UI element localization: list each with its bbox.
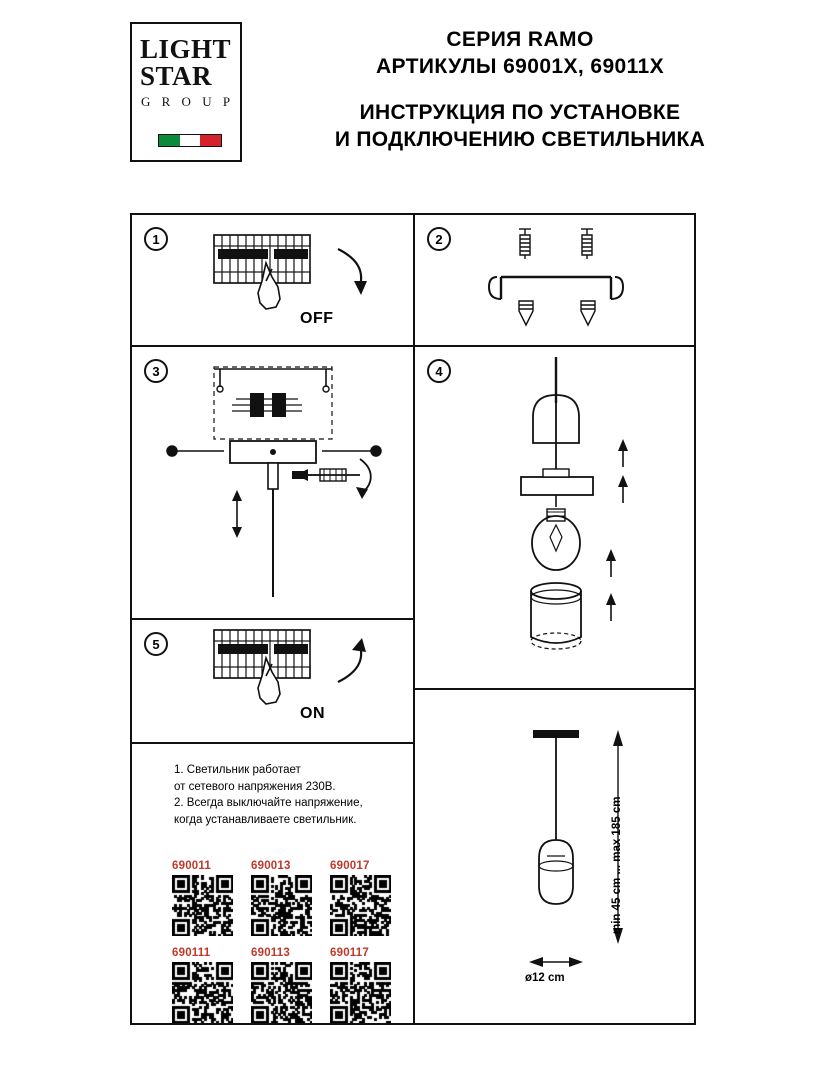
height-dimension-label: min 45 cm ... max 185 cm bbox=[611, 796, 623, 934]
qr-code-image[interactable] bbox=[251, 962, 312, 1023]
step-1-number: 1 bbox=[144, 227, 168, 251]
step-3-cell bbox=[132, 347, 415, 620]
logo-text-star: STAR bbox=[140, 61, 213, 91]
qr-item[interactable] bbox=[330, 947, 397, 1028]
step-5-label: ON bbox=[300, 705, 325, 722]
qr-code-label: 690113 bbox=[251, 947, 290, 959]
italian-flag-icon bbox=[158, 134, 222, 147]
step-5-illustration bbox=[132, 620, 415, 744]
qr-code-image[interactable] bbox=[330, 962, 391, 1023]
instruction-grid bbox=[130, 213, 696, 1025]
step-2-illustration bbox=[415, 215, 694, 347]
notes-and-qr-cell bbox=[132, 744, 415, 1023]
qr-code-label: 690013 bbox=[251, 860, 291, 872]
logo-text-group: G R O U P bbox=[141, 94, 235, 109]
step-3-illustration bbox=[132, 347, 415, 620]
qr-row-2 bbox=[172, 947, 397, 1028]
step-1-illustration bbox=[132, 215, 415, 347]
qr-item[interactable] bbox=[172, 947, 239, 1028]
note-line-1: 1. Светильник работает bbox=[174, 764, 301, 776]
logo-text-light: LIGHT bbox=[140, 34, 232, 64]
note-line-4: когда устанавливаете светильник. bbox=[174, 813, 357, 826]
step-1-cell bbox=[132, 215, 415, 347]
qr-code-image[interactable] bbox=[330, 875, 391, 936]
step-4-number: 4 bbox=[427, 359, 451, 383]
step-5-cell bbox=[132, 620, 415, 744]
dimensions-cell bbox=[415, 690, 694, 1023]
step-5-number: 5 bbox=[144, 632, 168, 656]
qr-item[interactable] bbox=[251, 860, 318, 941]
qr-item[interactable] bbox=[251, 947, 318, 1028]
page-header bbox=[0, 0, 826, 190]
diameter-dimension-label: ø12 cm bbox=[525, 972, 565, 984]
header-text-block bbox=[255, 26, 785, 153]
brand-logo bbox=[130, 22, 242, 162]
qr-row-1 bbox=[172, 860, 397, 941]
qr-item[interactable] bbox=[330, 860, 397, 941]
qr-code-grid bbox=[172, 860, 397, 1034]
qr-item[interactable] bbox=[172, 860, 239, 941]
notes-block bbox=[174, 762, 414, 828]
step-2-cell bbox=[415, 215, 694, 347]
step-2-number: 2 bbox=[427, 227, 451, 251]
step-3-number: 3 bbox=[144, 359, 168, 383]
qr-code-label: 690117 bbox=[330, 947, 369, 959]
step-1-label: OFF bbox=[300, 310, 334, 327]
qr-code-label: 690111 bbox=[172, 947, 211, 959]
qr-code-image[interactable] bbox=[172, 875, 233, 936]
qr-code-image[interactable] bbox=[172, 962, 233, 1023]
step-4-illustration bbox=[415, 347, 694, 690]
qr-code-image[interactable] bbox=[251, 875, 312, 936]
qr-code-label: 690011 bbox=[172, 860, 211, 872]
step-4-cell bbox=[415, 347, 694, 690]
series-name: СЕРИЯ RAMO bbox=[446, 28, 594, 51]
article-numbers: АРТИКУЛЫ 69001X, 69011X bbox=[375, 55, 665, 78]
document-title-line2: И ПОДКЛЮЧЕНИЮ СВЕТИЛЬНИКА bbox=[334, 128, 706, 151]
qr-code-label: 690017 bbox=[330, 860, 370, 872]
document-title-line1: ИНСТРУКЦИЯ ПО УСТАНОВКЕ bbox=[359, 101, 681, 124]
note-line-2: от сетевого напряжения 230В. bbox=[174, 780, 336, 793]
note-line-3: 2. Всегда выключайте напряжение, bbox=[174, 797, 363, 809]
